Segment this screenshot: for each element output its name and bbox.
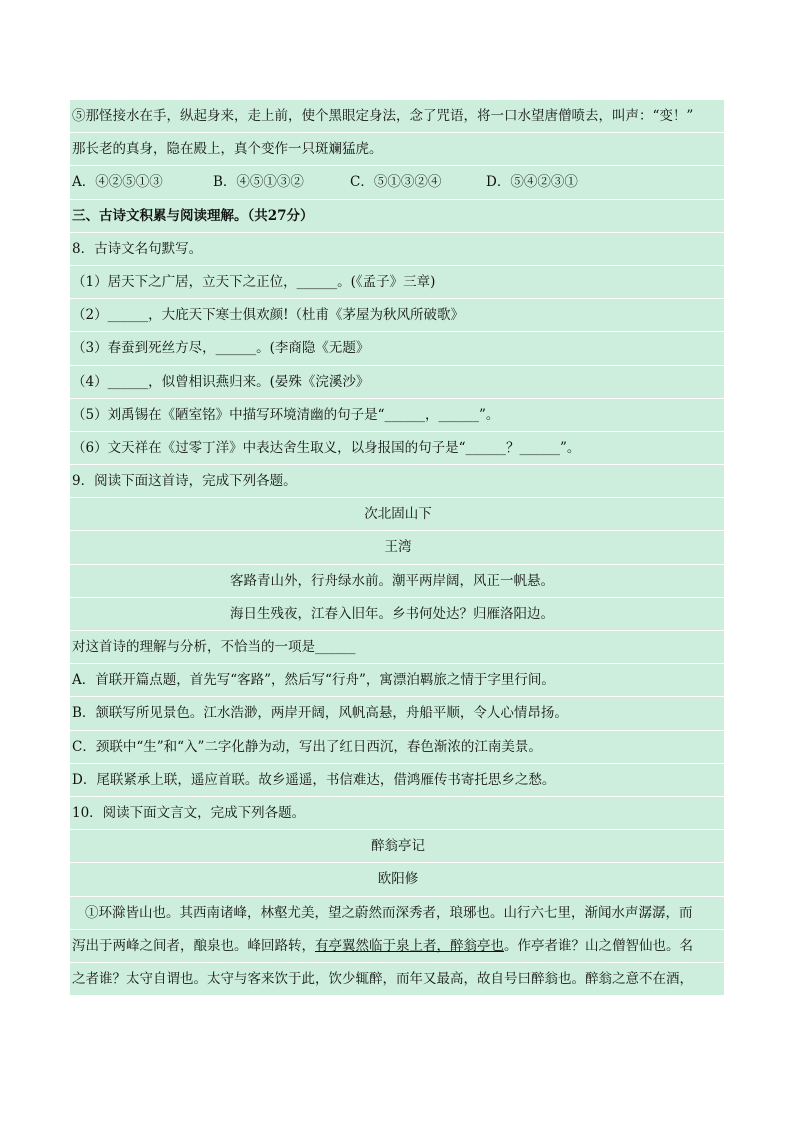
q8-item-1: （1）居天下之广居，立天下之正位，______。(《孟子》三章) xyxy=(70,266,724,299)
q7-option-c[interactable]: C．⑤①③②④ xyxy=(350,174,442,191)
q9-stem: 9．阅读下面这首诗，完成下列各题。 xyxy=(70,465,724,498)
essay-text: 。作亭者谁？山之僧智仙也。名 xyxy=(504,937,693,954)
q7-option-b[interactable]: B．④⑤①③② xyxy=(213,174,304,191)
exam-sheet xyxy=(70,100,724,996)
q8-item-5: （5）刘禹锡在《陋室铭》中描写环境清幽的句子是“______，______”。 xyxy=(70,399,724,432)
q10-stem: 10．阅读下面文言文，完成下列各题。 xyxy=(70,797,724,830)
poem-author: 王湾 xyxy=(70,531,724,564)
q8-item-2: （2）______，大庇天下寒士俱欢颜!（杜甫《茅屋为秋风所破歌》 xyxy=(70,299,724,332)
essay-para-1-line-1: ①环滁皆山也。其西南诸峰，林壑尤美，望之蔚然而深秀者，琅琊也。山行六七里，渐闻水声潺潺，而 xyxy=(70,897,724,930)
essay-para-1-line-2 xyxy=(70,930,724,963)
poem-line-1: 客路青山外，行舟绿水前。潮平两岸阔，风正一帆悬。 xyxy=(70,565,724,598)
underlined-sentence: 有亭翼然临于泉上者，醉翁亭也 xyxy=(315,937,504,954)
q9-option-d[interactable]: D．尾联紧承上联，遥应首联。故乡遥遥，书信难达，借鸿雁传书寄托思乡之愁。 xyxy=(70,764,724,797)
q9-question: 对这首诗的理解与分析，不恰当的一项是______ xyxy=(70,631,724,664)
poem-title: 次北固山下 xyxy=(70,498,724,531)
q9-option-c[interactable]: C．颈联中“生”和“入”二字化静为动，写出了红日西沉，春色渐浓的江南美景。 xyxy=(70,731,724,764)
essay-author: 欧阳修 xyxy=(70,863,724,896)
story-line-1: ⑤那怪接水在手，纵起身来，走上前，使个黑眼定身法，念了咒语，将一口水望唐僧喷去，叫声：“变！” xyxy=(70,100,724,133)
q8-item-4: （4）______，似曾相识燕归来。(晏殊《浣溪沙》 xyxy=(70,366,724,399)
q9-option-b[interactable]: B．颔联写所见景色。江水浩渺，两岸开阔，风帆高悬，舟船平顺，令人心情昂扬。 xyxy=(70,697,724,730)
q8-item-3: （3）春蚕到死丝方尽，______。(李商隐《无题》 xyxy=(70,332,724,365)
q7-option-a[interactable]: A．④②⑤①③ xyxy=(72,174,163,191)
q8-item-6: （6）文天祥在《过零丁洋》中表达舍生取义，以身报国的句子是“______？______”。 xyxy=(70,432,724,465)
essay-text: 泻出于两峰之间者，酿泉也。峰回路转， xyxy=(72,937,315,954)
poem-line-2: 海日生残夜，江春入旧年。乡书何处达？归雁洛阳边。 xyxy=(70,598,724,631)
q7-option-d[interactable]: D．⑤④②③① xyxy=(486,174,578,191)
essay-title: 醉翁亭记 xyxy=(70,830,724,863)
essay-para-1-line-3: 之者谁？太守自谓也。太守与客来饮于此，饮少辄醉，而年又最高，故自号曰醉翁也。醉翁之意不在酒， xyxy=(70,963,724,996)
q7-options xyxy=(70,166,724,199)
q9-option-a[interactable]: A．首联开篇点题，首先写“客路”，然后写“行舟”，寓漂泊羁旅之情于字里行间。 xyxy=(70,664,724,697)
q8-stem: 8．古诗文名句默写。 xyxy=(70,233,724,266)
section-3-heading: 三、古诗文积累与阅读理解。（共27分） xyxy=(70,200,724,233)
story-line-2: 那长老的真身，隐在殿上，真个变作一只斑斓猛虎。 xyxy=(70,133,724,166)
